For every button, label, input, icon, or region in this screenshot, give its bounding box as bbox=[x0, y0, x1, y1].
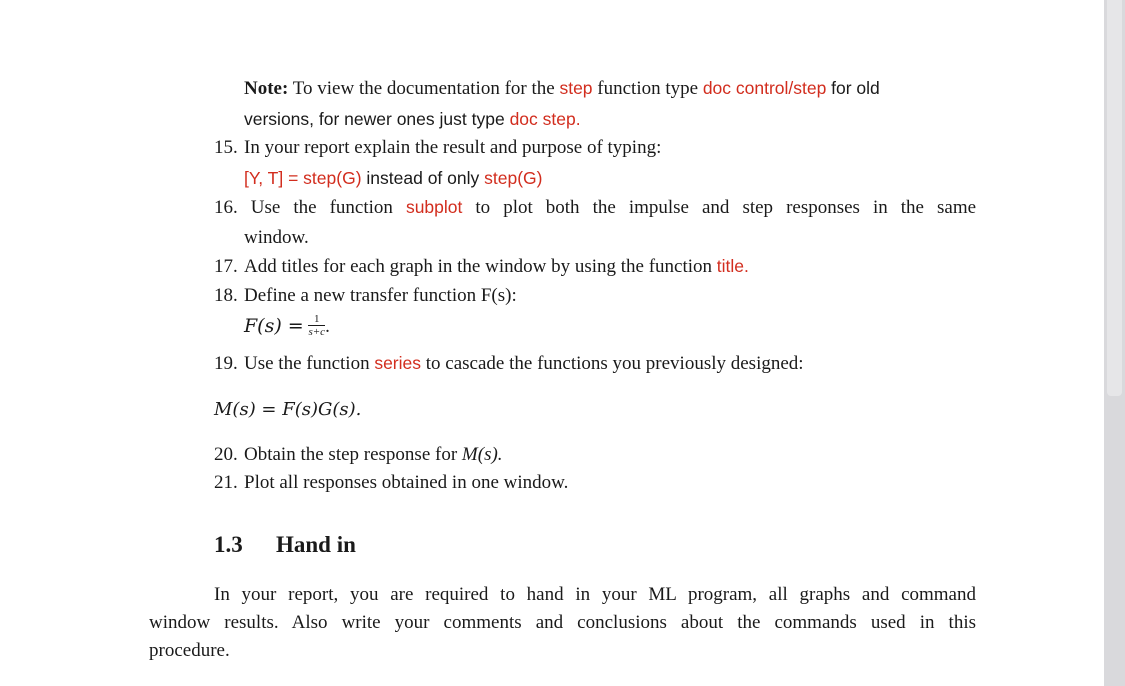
item-18-text: Define a new transfer function F(s): bbox=[244, 285, 517, 306]
keyword-title: title. bbox=[716, 256, 749, 276]
item-20-number: 20. bbox=[214, 444, 238, 465]
code-step-g: step(G) bbox=[484, 168, 543, 188]
item-21 bbox=[214, 471, 568, 495]
item-16-number: 16. bbox=[214, 197, 238, 218]
item-15-text: In your report explain the result and purpose of typing: bbox=[244, 137, 662, 158]
item-16-continuation: window. bbox=[244, 227, 309, 248]
item-21-number: 21. bbox=[214, 472, 238, 493]
keyword-doc-control-step: doc control/step bbox=[702, 78, 827, 98]
item-15 bbox=[214, 136, 661, 160]
keyword-doc-step: doc step. bbox=[509, 109, 581, 129]
equation-m-s: M(s) = F(s)G(s). bbox=[214, 399, 362, 420]
item-16 bbox=[214, 195, 976, 220]
equation-f-s bbox=[244, 314, 330, 340]
equation-fraction bbox=[308, 313, 325, 338]
keyword-subplot: subplot bbox=[405, 197, 463, 217]
note-line-2-text: versions, for newer ones just type bbox=[244, 109, 505, 129]
section-number: 1.3 bbox=[214, 532, 243, 557]
item-17 bbox=[214, 254, 749, 279]
item-19-number: 19. bbox=[214, 353, 238, 374]
item-16-text-a: Use the function bbox=[250, 197, 393, 218]
note-text-c: for old bbox=[831, 78, 880, 98]
scrollbar-thumb[interactable] bbox=[1107, 0, 1122, 396]
keyword-series: series bbox=[374, 353, 422, 373]
item-18-number: 18. bbox=[214, 285, 238, 306]
note-label: Note: bbox=[244, 78, 289, 99]
note-text-b: function type bbox=[597, 78, 699, 99]
equation-f-s-lhs: F(s) = bbox=[244, 315, 304, 337]
note-text-a: To view the documentation for the bbox=[292, 78, 555, 99]
keyword-step: step bbox=[559, 78, 593, 98]
item-20 bbox=[214, 443, 503, 467]
item-18 bbox=[214, 284, 517, 308]
paragraph-line-1: In your report, you are required to hand in your ML program, all graphs and command bbox=[214, 584, 976, 605]
item-19-text-b: to cascade the functions you previously designed: bbox=[425, 353, 804, 374]
item-19-text-a: Use the function bbox=[244, 353, 370, 374]
code-y-t-step-g: [Y, T] = step(G) bbox=[244, 168, 362, 188]
note-line-1 bbox=[244, 76, 880, 101]
item-15-code-mid: instead of only bbox=[366, 168, 480, 188]
item-17-number: 17. bbox=[214, 256, 238, 277]
vertical-scrollbar[interactable] bbox=[1104, 0, 1125, 686]
item-15-code-line bbox=[244, 166, 543, 190]
paragraph-line-2: window results. Also write your comments and conclusions about the commands used in this bbox=[149, 612, 976, 633]
item-19 bbox=[214, 351, 804, 376]
fraction-numerator: 1 bbox=[308, 313, 325, 326]
item-16-text-b: to plot both the impulse and step responses in the same bbox=[475, 197, 977, 218]
fraction-denominator: s+c bbox=[308, 326, 326, 339]
section-heading bbox=[214, 531, 356, 559]
section-title: Hand in bbox=[276, 532, 356, 557]
paragraph-line-3: procedure. bbox=[149, 640, 230, 661]
item-20-variable: M(s). bbox=[461, 444, 503, 465]
item-15-number: 15. bbox=[214, 137, 238, 158]
equation-period: . bbox=[325, 316, 330, 337]
note-line-2 bbox=[244, 107, 581, 131]
item-20-text: Obtain the step response for bbox=[244, 444, 458, 465]
item-17-text: Add titles for each graph in the window by using the function bbox=[244, 256, 713, 277]
item-21-text: Plot all responses obtained in one window. bbox=[244, 472, 569, 493]
